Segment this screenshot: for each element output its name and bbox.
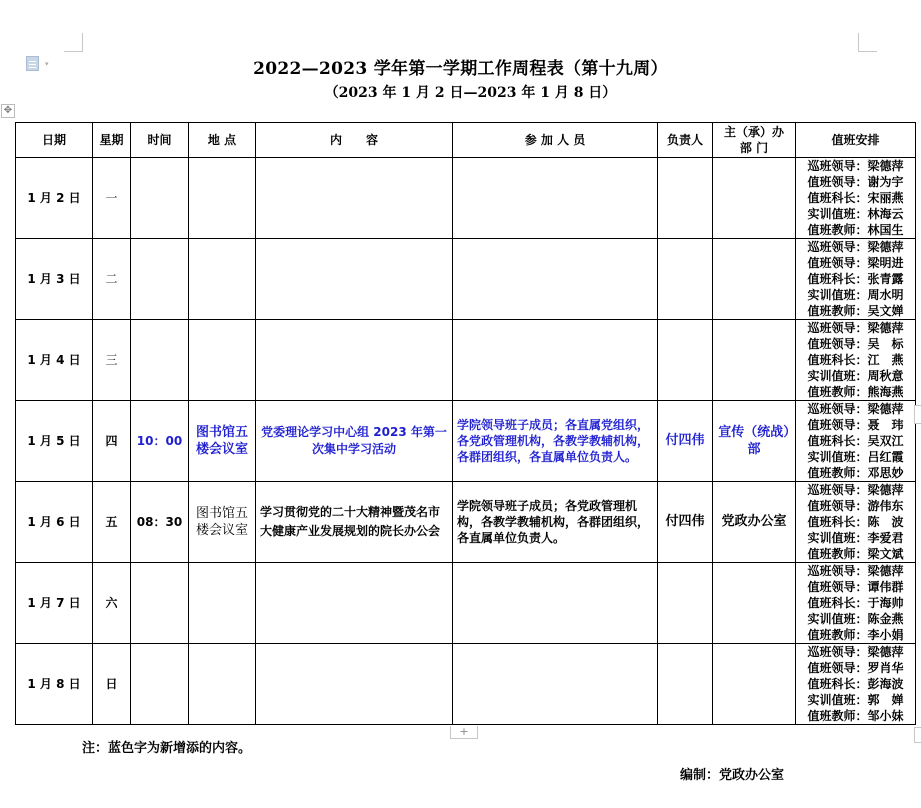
cell-participants[interactable] (453, 644, 658, 725)
duty-line: 实训值班：李爱君 (807, 531, 904, 545)
cell-participants[interactable] (453, 563, 658, 644)
cell-person-in-charge[interactable] (658, 644, 713, 725)
duty-line: 巡班领导：梁德萍 (807, 483, 904, 497)
table-resize-handle[interactable] (914, 727, 921, 743)
cell-weekday[interactable]: 三 (93, 320, 131, 401)
cell-date[interactable]: 1 月 5 日 (16, 401, 93, 482)
cell-department[interactable] (713, 563, 796, 644)
cell-location[interactable] (189, 239, 256, 320)
cell-content[interactable] (256, 158, 453, 239)
cell-department[interactable] (713, 239, 796, 320)
cell-time[interactable] (131, 239, 189, 320)
cell-weekday[interactable]: 五 (93, 482, 131, 563)
footnote: 注：蓝色字为新增添的内容。 (82, 741, 252, 756)
cell-location[interactable] (189, 644, 256, 725)
cell-department[interactable] (713, 158, 796, 239)
duty-line: 巡班领导：梁德萍 (807, 645, 904, 659)
schedule-table (15, 122, 916, 725)
table-header-row (16, 123, 916, 158)
cell-participants[interactable]: 学院领导班子成员；各党政管理机构，各教学教辅机构，各群团组织，各直属单位负责人。 (453, 482, 658, 563)
cell-content[interactable] (256, 239, 453, 320)
cell-duty[interactable] (796, 644, 916, 725)
cell-content[interactable] (256, 563, 453, 644)
cell-person-in-charge[interactable] (658, 239, 713, 320)
duty-line: 巡班领导：梁德萍 (807, 402, 904, 416)
duty-line: 值班教师：邓思妙 (807, 466, 904, 480)
duty-line: 值班教师：熊海燕 (807, 385, 904, 399)
header-participants: 参 加 人 员 (453, 123, 658, 158)
header-location: 地 点 (189, 123, 256, 158)
cell-date[interactable]: 1 月 8 日 (16, 644, 93, 725)
header-department-line1: 主（承）办 (723, 125, 784, 139)
cell-participants[interactable] (453, 239, 658, 320)
duty-line: 值班科长：张青露 (807, 272, 904, 286)
table-move-handle-icon[interactable]: ✥ (1, 104, 15, 118)
duty-line: 实训值班：吕红霞 (807, 450, 904, 464)
duty-line: 值班领导：罗肖华 (807, 661, 904, 675)
table-row (16, 563, 916, 644)
table-row (16, 482, 916, 563)
header-department-line2: 部 门 (739, 141, 769, 155)
cell-duty[interactable] (796, 401, 916, 482)
duty-line: 值班教师：吴文婵 (807, 304, 904, 318)
duty-line: 值班科长：彭海波 (807, 677, 904, 691)
cell-weekday[interactable]: 一 (93, 158, 131, 239)
duty-line: 值班领导：游伟东 (807, 499, 904, 513)
cell-time[interactable]: 10：00 (131, 401, 189, 482)
cell-content[interactable] (256, 644, 453, 725)
cell-content[interactable]: 学习贯彻党的二十大精神暨茂名市大健康产业发展规划的院长办公会 (256, 482, 453, 563)
cell-location[interactable] (189, 158, 256, 239)
page-corner-mark-top-left (64, 33, 83, 52)
cell-weekday[interactable]: 六 (93, 563, 131, 644)
cell-weekday[interactable]: 四 (93, 401, 131, 482)
duty-line: 值班科长：宋丽燕 (807, 191, 904, 205)
cell-department[interactable] (713, 644, 796, 725)
duty-line: 实训值班：陈金燕 (807, 612, 904, 626)
duty-line: 值班教师：林国生 (807, 223, 904, 237)
cell-content[interactable] (256, 320, 453, 401)
header-person-in-charge: 负责人 (658, 123, 713, 158)
table-row (16, 239, 916, 320)
cell-location[interactable] (189, 320, 256, 401)
document-subtitle: （2023 年 1 月 2 日—2023 年 1 月 8 日） (324, 85, 617, 101)
table-row (16, 644, 916, 725)
duty-line: 值班科长：吴双江 (807, 434, 904, 448)
cell-weekday[interactable]: 日 (93, 644, 131, 725)
cell-time[interactable] (131, 158, 189, 239)
duty-line: 值班领导：吴 标 (807, 337, 904, 351)
cell-duty[interactable] (796, 320, 916, 401)
cell-participants[interactable] (453, 158, 658, 239)
duty-line: 巡班领导：梁德萍 (807, 564, 904, 578)
cell-date[interactable]: 1 月 6 日 (16, 482, 93, 563)
duty-line: 值班领导：聂 玮 (807, 418, 904, 432)
duty-line: 值班教师：李小娟 (807, 628, 904, 642)
duty-line: 值班领导：谭伟群 (807, 580, 904, 594)
table-row (16, 401, 916, 482)
cell-time[interactable]: 08：30 (131, 482, 189, 563)
duty-line: 实训值班：周秋意 (807, 369, 904, 383)
header-date: 日期 (16, 123, 93, 158)
cell-date[interactable]: 1 月 2 日 (16, 158, 93, 239)
cell-participants[interactable]: 学院领导班子成员；各直属党组织，各党政管理机构，各教学教辅机构，各群团组织，各直属单位负责人。 (453, 401, 658, 482)
header-department (713, 123, 796, 158)
cell-duty[interactable] (796, 239, 916, 320)
cell-date[interactable]: 1 月 3 日 (16, 239, 93, 320)
header-time: 时间 (131, 123, 189, 158)
header-duty: 值班安排 (796, 123, 916, 158)
duty-line: 值班科长：陈 波 (807, 515, 904, 529)
cell-duty[interactable] (796, 482, 916, 563)
editor-credit: 编制：党政办公室 (680, 768, 785, 783)
table-row (16, 320, 916, 401)
cell-department[interactable]: 党政办公室 (713, 482, 796, 563)
cell-duty[interactable] (796, 563, 916, 644)
cell-person-in-charge[interactable]: 付四伟 (658, 482, 713, 563)
cell-weekday[interactable]: 二 (93, 239, 131, 320)
duty-line: 值班领导：谢为宇 (807, 175, 904, 189)
duty-line: 值班科长：江 燕 (807, 353, 904, 367)
cell-content[interactable]: 党委理论学习中心组 2023 年第一次集中学习活动 (256, 401, 453, 482)
cell-person-in-charge[interactable]: 付四伟 (658, 401, 713, 482)
duty-line: 巡班领导：梁德萍 (807, 240, 904, 254)
header-content: 内 容 (256, 123, 453, 158)
cell-person-in-charge[interactable] (658, 320, 713, 401)
cell-department[interactable]: 宣传（统战）部 (713, 401, 796, 482)
duty-line: 值班教师：梁文斌 (807, 547, 904, 561)
cell-location[interactable] (189, 563, 256, 644)
cell-participants[interactable] (453, 320, 658, 401)
duty-line: 值班领导：梁明进 (807, 256, 904, 270)
cell-location[interactable]: 图书馆五楼会议室 (189, 401, 256, 482)
duty-line: 巡班领导：梁德萍 (807, 321, 904, 335)
cell-time[interactable] (131, 320, 189, 401)
cell-department[interactable] (713, 320, 796, 401)
cell-time[interactable] (131, 563, 189, 644)
cell-location[interactable]: 图书馆五楼会议室 (189, 482, 256, 563)
duty-line: 值班教师：邹小妹 (807, 709, 904, 723)
duty-line: 实训值班：林海云 (807, 207, 904, 221)
cell-date[interactable]: 1 月 7 日 (16, 563, 93, 644)
duty-line: 实训值班：郭 婵 (807, 693, 904, 707)
duty-line: 值班科长：于海帅 (807, 596, 904, 610)
cell-person-in-charge[interactable] (658, 158, 713, 239)
table-row (16, 158, 916, 239)
table-row-resize-handle[interactable] (914, 405, 921, 424)
duty-line: 实训值班：周水明 (807, 288, 904, 302)
add-row-button[interactable]: + (450, 726, 478, 739)
cell-date[interactable]: 1 月 4 日 (16, 320, 93, 401)
page-corner-mark-top-right (858, 33, 877, 52)
chevron-down-icon[interactable]: ▾ (45, 60, 49, 68)
cell-time[interactable] (131, 644, 189, 725)
header-weekday: 星期 (93, 123, 131, 158)
cell-duty[interactable] (796, 158, 916, 239)
cell-person-in-charge[interactable] (658, 563, 713, 644)
duty-line: 巡班领导：梁德萍 (807, 159, 904, 173)
document-title: 2022—2023 学年第一学期工作周程表（第十九周） (253, 59, 668, 79)
